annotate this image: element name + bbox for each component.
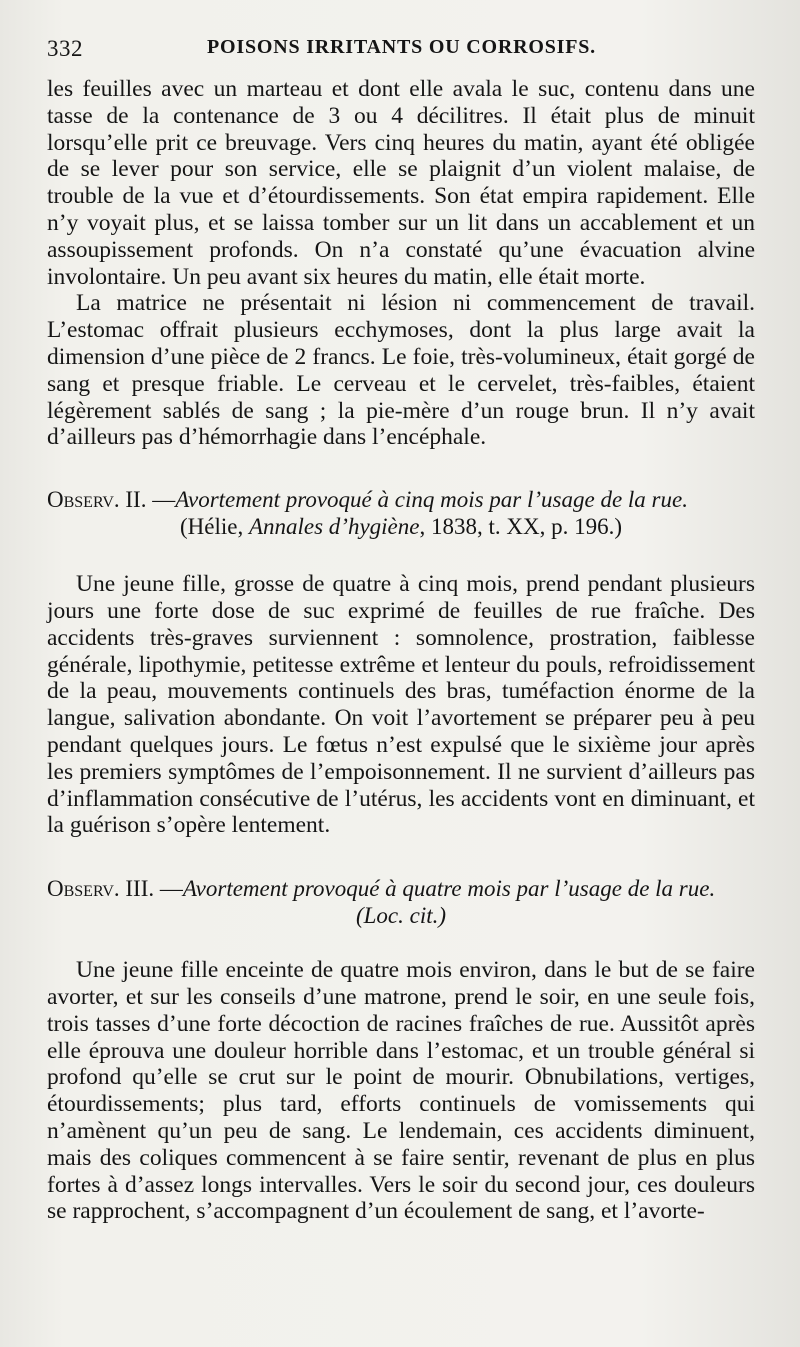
citation-open: (Hélie, — [179, 514, 249, 540]
observation-3-label: Observ. III. — [47, 876, 155, 902]
observation-2-title: Avortement provoqué à cinq mois par l’usage de la rue. — [175, 487, 688, 513]
page-header — [47, 36, 767, 70]
page-body — [47, 76, 755, 1225]
observation-2-label: Observ. II. — [47, 487, 147, 513]
page-number: 332 — [47, 36, 83, 61]
observation-3-body: Une jeune fille enceinte de quatre mois environ, dans le but de se faire avorter, et sur les conseils d’une matrone, prend le soir, en une seule fois, trois tasses d’une forte décoction de racines fraîches de rue. Aussitôt après elle éprouva une douleur horrible dans l’estomac, et un trouble général si profond qu’elle se crut sur le point de mourir. Obnubilations, vertiges, étourdissements; plus tard, efforts continuels de vomissements qui n’amènent qu’un peu de sang. Le lendemain, ces accidents diminuent, mais des coliques commencent à se faire sentir, revenant de plus en plus fortes à d’assez longs intervalles. Vers le soir du second jour, ces douleurs se rapprochent, s’accompagnent d’un écoulement de sang, et l’avorte- — [47, 957, 755, 1225]
citation-source: Annales d’hygiène — [248, 514, 420, 540]
observation-2-citation — [47, 513, 755, 540]
observation-3-heading — [47, 875, 755, 929]
observation-3-citation — [47, 902, 755, 929]
autopsy-paragraph: La matrice ne présentait ni lésion ni commencement de travail. L’estomac offrait plusieurs ecchymoses, dont la plus large avait la dimension d’une pièce de 2 francs. Le foie, très-volumineux, était gorgé de sang et presque friable. Le cerveau et le cervelet, très-faibles, étaient légèrement sablés de sang ; la pie-mère d’un rouge brun. Il n’y avait d’ailleurs pas d’hémorrhagie dans l’encéphale. — [47, 290, 755, 451]
citation-rest: , 1838, t. XX, p. 196.) — [419, 514, 623, 540]
observation-3-dash: — — [154, 876, 183, 902]
observation-2-body: Une jeune fille, grosse de quatre à cinq mois, prend pendant plusieurs jours une forte dose de suc exprimé de feuilles de rue fraîche. Des accidents très-graves surviennent : somnolence, prostration, faiblesse générale, lipothymie, petitesse extrême et lenteur du pouls, refroidissement de la peau, mouvements continuels des bras, tuméfaction énorme de la langue, salivation abondante. On voit l’avortement se préparer peu à peu pendant quelques jours. Le fœtus n’est expulsé que le sixième jour après les premiers symptômes de l’empoisonnement. Il ne survient d’ailleurs pas d’inflammation consécutive de l’utérus, les accidents vont en diminuant, et la guérison s’opère lentement. — [47, 571, 755, 839]
running-head: POISONS IRRITANTS OU CORROSIFS. — [207, 36, 596, 58]
continued-paragraph: les feuilles avec un marteau et dont elle avala le suc, contenu dans une tasse de la contenance de 3 ou 4 décilitres. Il était plus de minuit lorsqu’elle prit ce breuvage. Vers cinq heures du matin, ayant été obligée de se lever pour son service, elle se plaignit d’un violent malaise, de trouble de la vue et d’étourdissements. Son état empira rapidement. Elle n’y voyait plus, et se laissa tomber sur un lit dans un accablement et un assoupissement profonds. On n’a constaté qu’une évacuation alvine involontaire. Un peu avant six heures du matin, elle était morte. — [47, 76, 755, 290]
observation-3-title: Avortement provoqué à quatre mois par l’usage de la rue. — [182, 876, 716, 902]
observation-3-citation-text: (Loc. cit.) — [355, 903, 447, 929]
observation-2-heading — [47, 486, 755, 540]
observation-2-dash: — — [146, 487, 176, 513]
